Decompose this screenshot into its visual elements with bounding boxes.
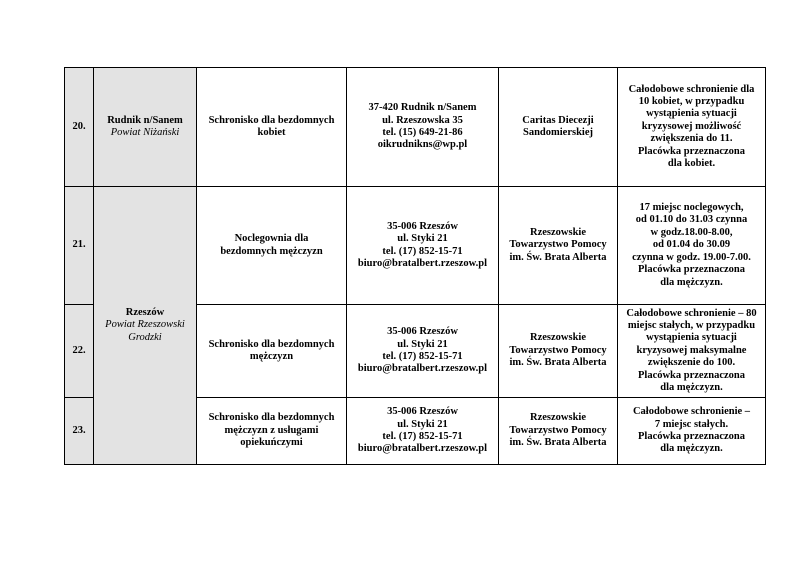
notes-line: dla mężczyzn. bbox=[660, 443, 723, 455]
table-row bbox=[65, 68, 766, 187]
operator-line: Rzeszowskie bbox=[530, 332, 586, 344]
facility-type bbox=[197, 68, 347, 187]
powiat: Grodzki bbox=[128, 331, 162, 343]
notes bbox=[618, 68, 766, 187]
postal-city: 35-006 Rzeszów bbox=[387, 326, 458, 338]
notes-line: w godz.18.00-8.00, bbox=[650, 226, 733, 238]
notes-line: 7 miejsc stałych. bbox=[654, 418, 729, 430]
shelters-table bbox=[64, 67, 766, 465]
phone: tel. (17) 852-15-71 bbox=[382, 245, 463, 257]
city: Rzeszów bbox=[125, 306, 165, 318]
powiat: Powiat Rzeszowski bbox=[105, 319, 185, 331]
facility-type-line: Noclegownia dla bbox=[234, 233, 309, 245]
street: ul. Styki 21 bbox=[397, 338, 448, 350]
address bbox=[347, 305, 499, 398]
address bbox=[347, 398, 499, 465]
notes-line: kryzysowej możliwość bbox=[641, 120, 742, 132]
notes-line: Całodobowe schronienie – 80 bbox=[626, 307, 757, 319]
facility-type-line: Schronisko dla bezdomnych bbox=[208, 114, 335, 126]
facility-type bbox=[197, 187, 347, 305]
notes-line: 17 miejsc noclegowych, bbox=[639, 202, 744, 214]
notes bbox=[618, 305, 766, 398]
notes-line: zwiększenia do 11. bbox=[650, 133, 733, 145]
row-number: 20. bbox=[65, 68, 94, 187]
notes-line: zwiększenie do 100. bbox=[647, 357, 736, 369]
email: biuro@bratalbert.rzeszow.pl bbox=[357, 363, 488, 375]
location-cell bbox=[94, 187, 197, 465]
notes-line: od 01.10 do 31.03 czynna bbox=[635, 214, 748, 226]
notes-line: Placówka przeznaczona bbox=[637, 145, 746, 157]
notes-line: wystąpienia sytuacji bbox=[646, 108, 737, 120]
powiat: Powiat Niżański bbox=[110, 127, 180, 138]
row-number: 22. bbox=[65, 305, 94, 398]
facility-type bbox=[197, 398, 347, 465]
notes-line: Placówka przeznaczona bbox=[637, 431, 746, 442]
notes-line: miejsc stałych, w przypadku bbox=[627, 319, 756, 331]
street: ul. Styki 21 bbox=[397, 233, 448, 245]
address bbox=[347, 187, 499, 305]
phone: tel. (17) 852-15-71 bbox=[382, 351, 463, 362]
operator bbox=[499, 305, 618, 398]
operator-line: Sandomierskiej bbox=[522, 127, 593, 138]
notes-line: Całodobowe schronienie – bbox=[632, 406, 751, 418]
notes-line: Całodobowe schronienie dla bbox=[628, 83, 755, 95]
facility-type-line: mężczyzn bbox=[249, 351, 294, 362]
facility-type-line: kobiet bbox=[257, 127, 286, 138]
facility-type-line: mężczyzn z usługami bbox=[224, 424, 319, 436]
street: ul. Styki 21 bbox=[397, 418, 448, 430]
location-cell bbox=[94, 68, 197, 187]
operator-line: Towarzystwo Pomocy bbox=[509, 344, 607, 356]
operator bbox=[499, 68, 618, 187]
operator-line: Towarzystwo Pomocy bbox=[509, 424, 607, 436]
operator-line: Rzeszowskie bbox=[530, 412, 586, 424]
operator-line: Rzeszowskie bbox=[530, 226, 586, 238]
facility-type-line: Schronisko dla bezdomnych bbox=[208, 412, 335, 424]
operator-line: im. Św. Brata Alberta bbox=[509, 437, 607, 449]
operator bbox=[499, 398, 618, 465]
facility-type-line: Schronisko dla bezdomnych bbox=[208, 338, 335, 350]
operator-line: im. Św. Brata Alberta bbox=[509, 251, 607, 263]
facility-type bbox=[197, 305, 347, 398]
city: Rudnik n/Sanem bbox=[107, 114, 183, 126]
notes-line: od 01.04 do 30.09 bbox=[652, 239, 731, 251]
table-row bbox=[65, 187, 766, 305]
notes-line: Placówka przeznaczona bbox=[637, 369, 746, 381]
postal-city: 37-420 Rudnik n/Sanem bbox=[368, 102, 477, 114]
address bbox=[347, 68, 499, 187]
facility-type-line: opiekuńczymi bbox=[240, 437, 303, 449]
email: biuro@bratalbert.rzeszow.pl bbox=[357, 257, 488, 269]
notes-line: dla kobiet. bbox=[667, 158, 716, 170]
email: oikrudnikns@wp.pl bbox=[377, 139, 468, 151]
notes-line: kryzysowej maksymalne bbox=[636, 344, 747, 356]
row-number: 21. bbox=[65, 187, 94, 305]
postal-city: 35-006 Rzeszów bbox=[387, 406, 458, 418]
notes-line: dla mężczyzn. bbox=[660, 382, 723, 394]
notes bbox=[618, 398, 766, 465]
operator bbox=[499, 187, 618, 305]
phone: tel. (15) 649-21-86 bbox=[382, 127, 463, 138]
operator-line: Caritas Diecezji bbox=[522, 114, 594, 126]
notes-line: wystąpienia sytuacji bbox=[646, 332, 737, 344]
street: ul. Rzeszowska 35 bbox=[382, 114, 463, 126]
row-number: 23. bbox=[65, 398, 94, 465]
postal-city: 35-006 Rzeszów bbox=[387, 220, 458, 232]
notes-line: czynna w godz. 19.00-7.00. bbox=[632, 251, 751, 263]
operator-line: im. Św. Brata Alberta bbox=[509, 357, 607, 369]
notes-line: Placówka przeznaczona bbox=[637, 264, 746, 276]
phone: tel. (17) 852-15-71 bbox=[382, 431, 463, 442]
email: biuro@bratalbert.rzeszow.pl bbox=[357, 443, 488, 455]
operator-line: Towarzystwo Pomocy bbox=[509, 239, 607, 251]
notes-line: dla mężczyzn. bbox=[660, 276, 723, 288]
notes bbox=[618, 187, 766, 305]
facility-type-line: bezdomnych mężczyzn bbox=[220, 245, 323, 257]
notes-line: 10 kobiet, w przypadku bbox=[638, 95, 745, 107]
